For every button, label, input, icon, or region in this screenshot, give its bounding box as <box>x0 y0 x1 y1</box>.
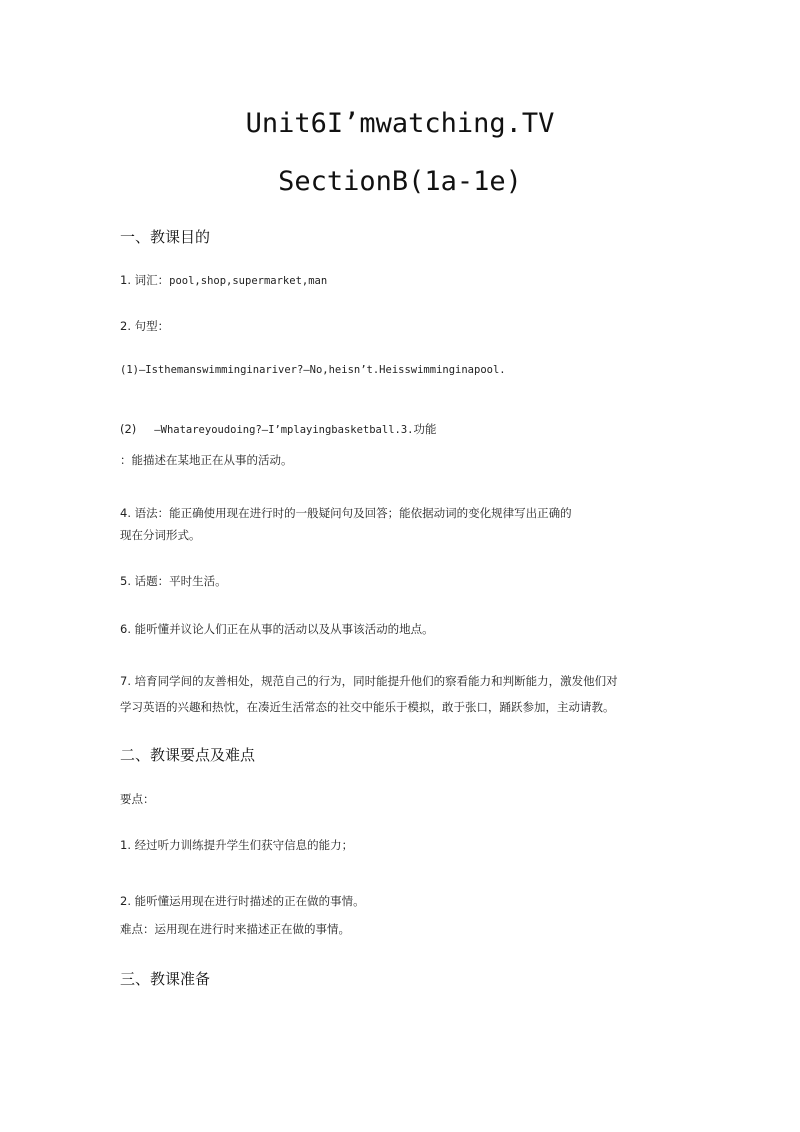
item6-number: 6. <box>120 622 131 636</box>
item7-number: 7. <box>120 674 131 688</box>
key-point-2 <box>120 893 365 909</box>
section3-heading: 三、教课准备 <box>120 970 211 988</box>
key2-text: 能听懂运用现在进行时描述的正在做的事情。 <box>134 894 365 908</box>
item2-number: 2. <box>120 319 131 333</box>
sentence-1: (1)—Isthemanswimminginariver?—No,heisn’t.Heisswimminginapool. <box>120 364 506 376</box>
function-line: ：能描述在某地正在从事的活动。 <box>120 453 293 467</box>
item6-listening <box>120 621 434 637</box>
item2-sentences <box>120 318 169 334</box>
sentence2-tail: 功能 <box>413 422 437 436</box>
section1-heading: 一、教课目的 <box>120 228 211 246</box>
item1-number: 1. <box>120 273 131 287</box>
key-points-label: 要点： <box>120 792 155 806</box>
item1-label: 词汇： <box>134 273 170 287</box>
item5-number: 5. <box>120 574 131 588</box>
item5-text: 话题：平时生活。 <box>134 574 227 588</box>
key2-number: 2. <box>120 894 131 908</box>
key1-text: 经过听力训练提升学生们获守信息的能力； <box>134 838 354 852</box>
item4-grammar-line2: 现在分词形式。 <box>120 528 201 542</box>
title-unit: Unit6I’mwatching.TV <box>245 108 555 139</box>
item1-words: pool,shop,supermarket,man <box>169 275 328 287</box>
item4-number: 4. <box>120 506 131 520</box>
difficulty-line: 难点：运用现在进行时来描述正在做的事情。 <box>120 922 350 936</box>
title-section: SectionB(1a-1e) <box>278 166 522 197</box>
item2-label: 句型： <box>134 319 170 333</box>
key-point-1 <box>120 837 353 853</box>
item7-line2: 学习英语的兴趣和热忱，在凑近生活常态的社交中能乐于模拟，敢于张口，踊跃参加，主动请教。 <box>120 700 615 714</box>
key1-number: 1. <box>120 838 131 852</box>
sentence2-text: —Whatareyoudoing?—I’mplayingbasketball.3. <box>154 424 414 436</box>
sentence2-number: (2) <box>120 422 137 436</box>
item4-grammar-line1 <box>120 505 572 521</box>
item4-text-line1: 语法：能正确使用现在进行时的一般疑问句及回答；能依据动词的变化规律写出正确的 <box>134 506 572 520</box>
item5-topic <box>120 573 227 589</box>
sentence-2 <box>120 421 436 437</box>
item6-text: 能听懂并议论人们正在从事的活动以及从事该活动的地点。 <box>134 622 434 636</box>
item7-text-line1: 培育同学间的友善相处，规范自己的行为，同时能提升他们的察看能力和判断能力，激发他们对 <box>134 674 618 688</box>
item7-line1 <box>120 673 618 689</box>
section2-heading: 二、教课要点及难点 <box>120 746 256 764</box>
item1-vocabulary <box>120 272 327 288</box>
